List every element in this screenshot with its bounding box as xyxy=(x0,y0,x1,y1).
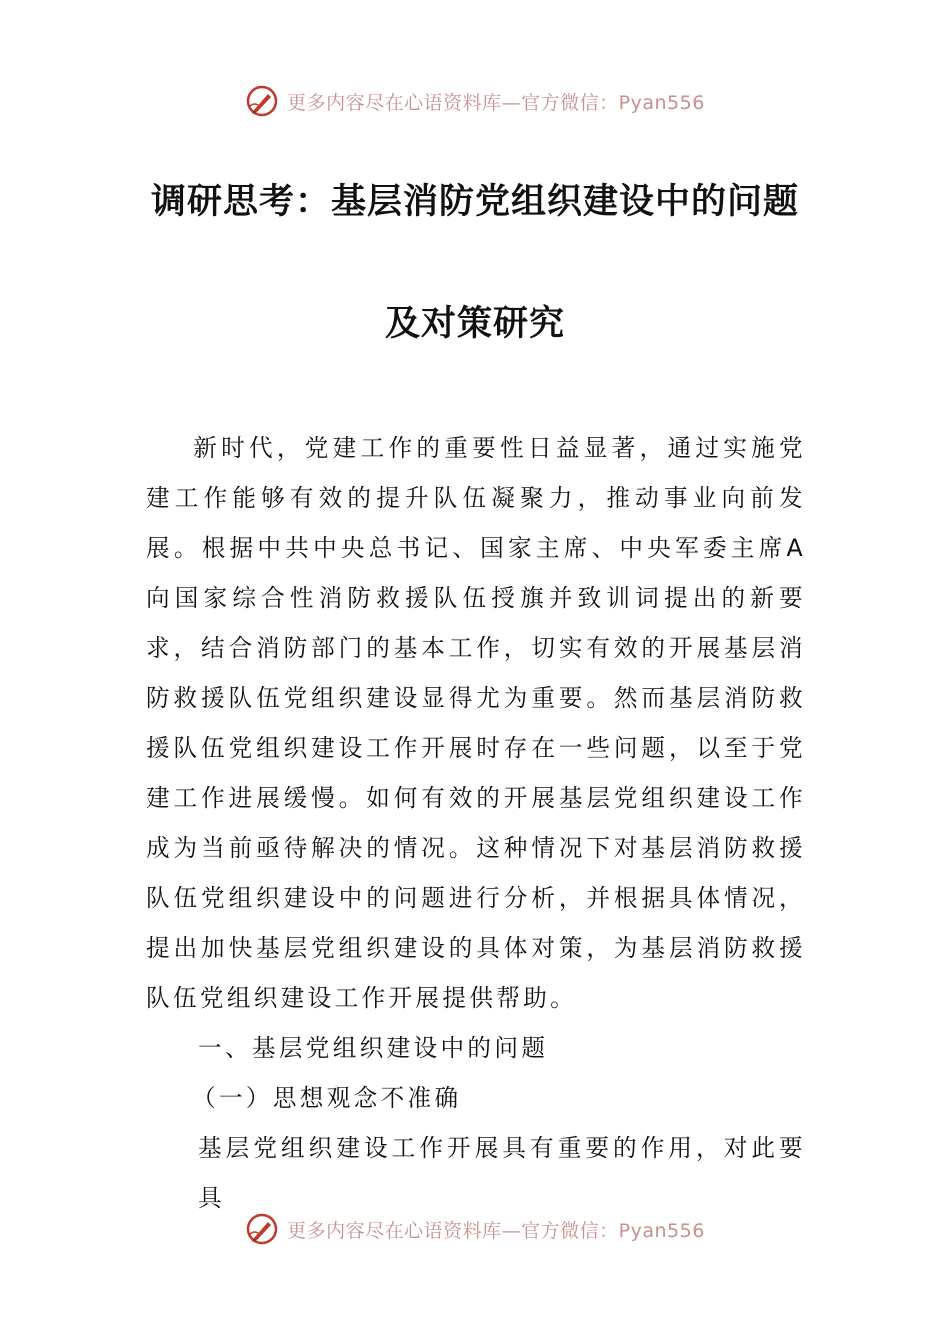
watermark-wechat-id: Pyan556 xyxy=(618,91,705,114)
body-paragraph: 基层党组织建设工作开展具有重要的作用，对此要具 xyxy=(198,1134,806,1212)
pen-logo-icon xyxy=(245,1212,279,1246)
header-watermark xyxy=(0,84,950,118)
page-title-line-2: 及对策研究 xyxy=(384,304,565,344)
watermark-text: 更多内容尽在心语资料库—官方微信：Pyan556 xyxy=(287,1219,705,1242)
document-body xyxy=(146,423,806,1223)
section-heading: 一、基层党组织建设中的问题 xyxy=(198,1034,549,1062)
watermark-wechat-id: Pyan556 xyxy=(618,1219,705,1242)
watermark-text: 更多内容尽在心语资料库—官方微信：Pyan556 xyxy=(287,91,705,114)
footer-watermark xyxy=(0,1212,950,1246)
pen-logo-icon xyxy=(245,84,279,118)
page-title-line-1: 调研思考：基层消防党组织建设中的问题 xyxy=(150,182,799,222)
subsection-heading: （一）思想观念不准确 xyxy=(192,1084,462,1112)
intro-paragraph: 新时代，党建工作的重要性日益显著，通过实施党建工作能够有效的提升队伍凝聚力，推动事业向前发展。根据中共中央总书记、国家主席、中央军委主席A向国家综合性消防救援队伍授旗并致训词提出的新要求，结合消防部门的基本工作，切实有效的开展基层消防救援队伍党组织建设显得尤为重要。然而基层消防救援队伍党组织建设工作开展时存在一些问题，以至于党建工作进展缓慢。如何有效的开展基层党组织建设工作成为当前亟待解决的情况。这种情况下对基层消防救援队伍党组织建设中的问题进行分析，并根据具体情况，提出加快基层党组织建设的具体对策，为基层消防救援队伍党组织建设工作开展提供帮助。 xyxy=(146,434,806,1012)
